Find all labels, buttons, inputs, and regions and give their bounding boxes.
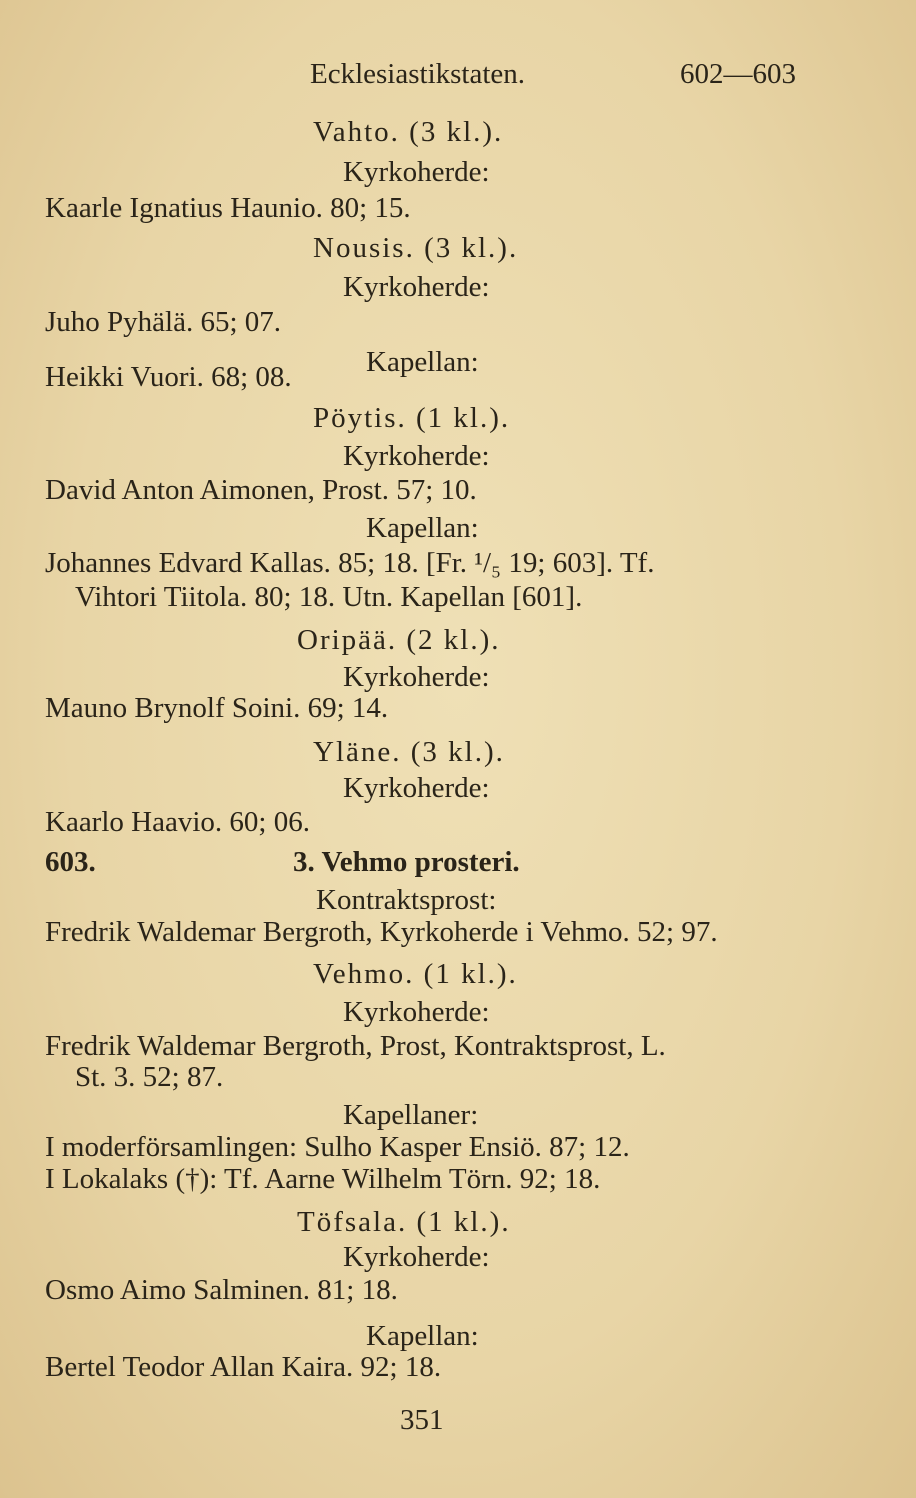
role-heading: Kapellaner: [343, 1099, 479, 1131]
running-header-pages: 602—603 [680, 58, 796, 90]
role-heading: Kyrkoherde: [343, 156, 490, 188]
role-heading: Kyrkoherde: [343, 772, 490, 804]
entry: I Lokalaks (†): Tf. Aarne Wilhelm Törn. 92; 18. [45, 1163, 601, 1195]
section-number: 603. [45, 846, 96, 878]
role-heading: Kapellan: [366, 346, 479, 378]
entry: Heikki Vuori. 68; 08. [45, 361, 292, 393]
entry: David Anton Aimonen, Prost. 57; 10. [45, 474, 477, 506]
entry: Fredrik Waldemar Bergroth, Prost, Kontraktsprost, L. [45, 1030, 666, 1062]
role-heading: Kapellan: [366, 512, 479, 544]
parish-heading: Oripää. (2 kl.). [297, 624, 501, 656]
running-header-title: Ecklesiastikstaten. [310, 58, 526, 90]
page-number: 351 [400, 1404, 444, 1436]
entry: Johannes Edvard Kallas. 85; 18. [Fr. ¹/₅ 19; 603]. Tf. [45, 547, 655, 579]
entry: Mauno Brynolf Soini. 69; 14. [45, 692, 389, 724]
parish-heading: Nousis. (3 kl.). [313, 232, 519, 264]
entry: Kaarle Ignatius Haunio. 80; 15. [45, 192, 411, 224]
entry-continuation: Vihtori Tiitola. 80; 18. Utn. Kapellan [601]. [75, 581, 583, 613]
section-heading: 3. Vehmo prosteri. [293, 846, 520, 878]
parish-heading: Vehmo. (1 kl.). [313, 958, 518, 990]
role-heading: Kyrkoherde: [343, 996, 490, 1028]
role-heading: Kyrkoherde: [343, 1241, 490, 1273]
entry: Juho Pyhälä. 65; 07. [45, 306, 282, 338]
role-heading: Kapellan: [366, 1320, 479, 1352]
entry: Kaarlo Haavio. 60; 06. [45, 806, 310, 838]
entry: Osmo Aimo Salminen. 81; 18. [45, 1274, 398, 1306]
parish-heading: Töfsala. (1 kl.). [297, 1206, 511, 1238]
role-heading: Kyrkoherde: [343, 440, 490, 472]
parish-heading: Pöytis. (1 kl.). [313, 402, 511, 434]
role-heading: Kyrkoherde: [343, 661, 490, 693]
entry-continuation: St. 3. 52; 87. [75, 1061, 224, 1093]
role-heading: Kontraktsprost: [316, 884, 497, 916]
entry: Bertel Teodor Allan Kaira. 92; 18. [45, 1351, 442, 1383]
role-heading: Kyrkoherde: [343, 271, 490, 303]
entry: I moderförsamlingen: Sulho Kasper Ensiö. 87; 12. [45, 1131, 630, 1163]
entry: Fredrik Waldemar Bergroth, Kyrkoherde i Vehmo. 52; 97. [45, 916, 718, 948]
parish-heading: Vahto. (3 kl.). [313, 116, 504, 148]
parish-heading: Yläne. (3 kl.). [313, 736, 505, 768]
